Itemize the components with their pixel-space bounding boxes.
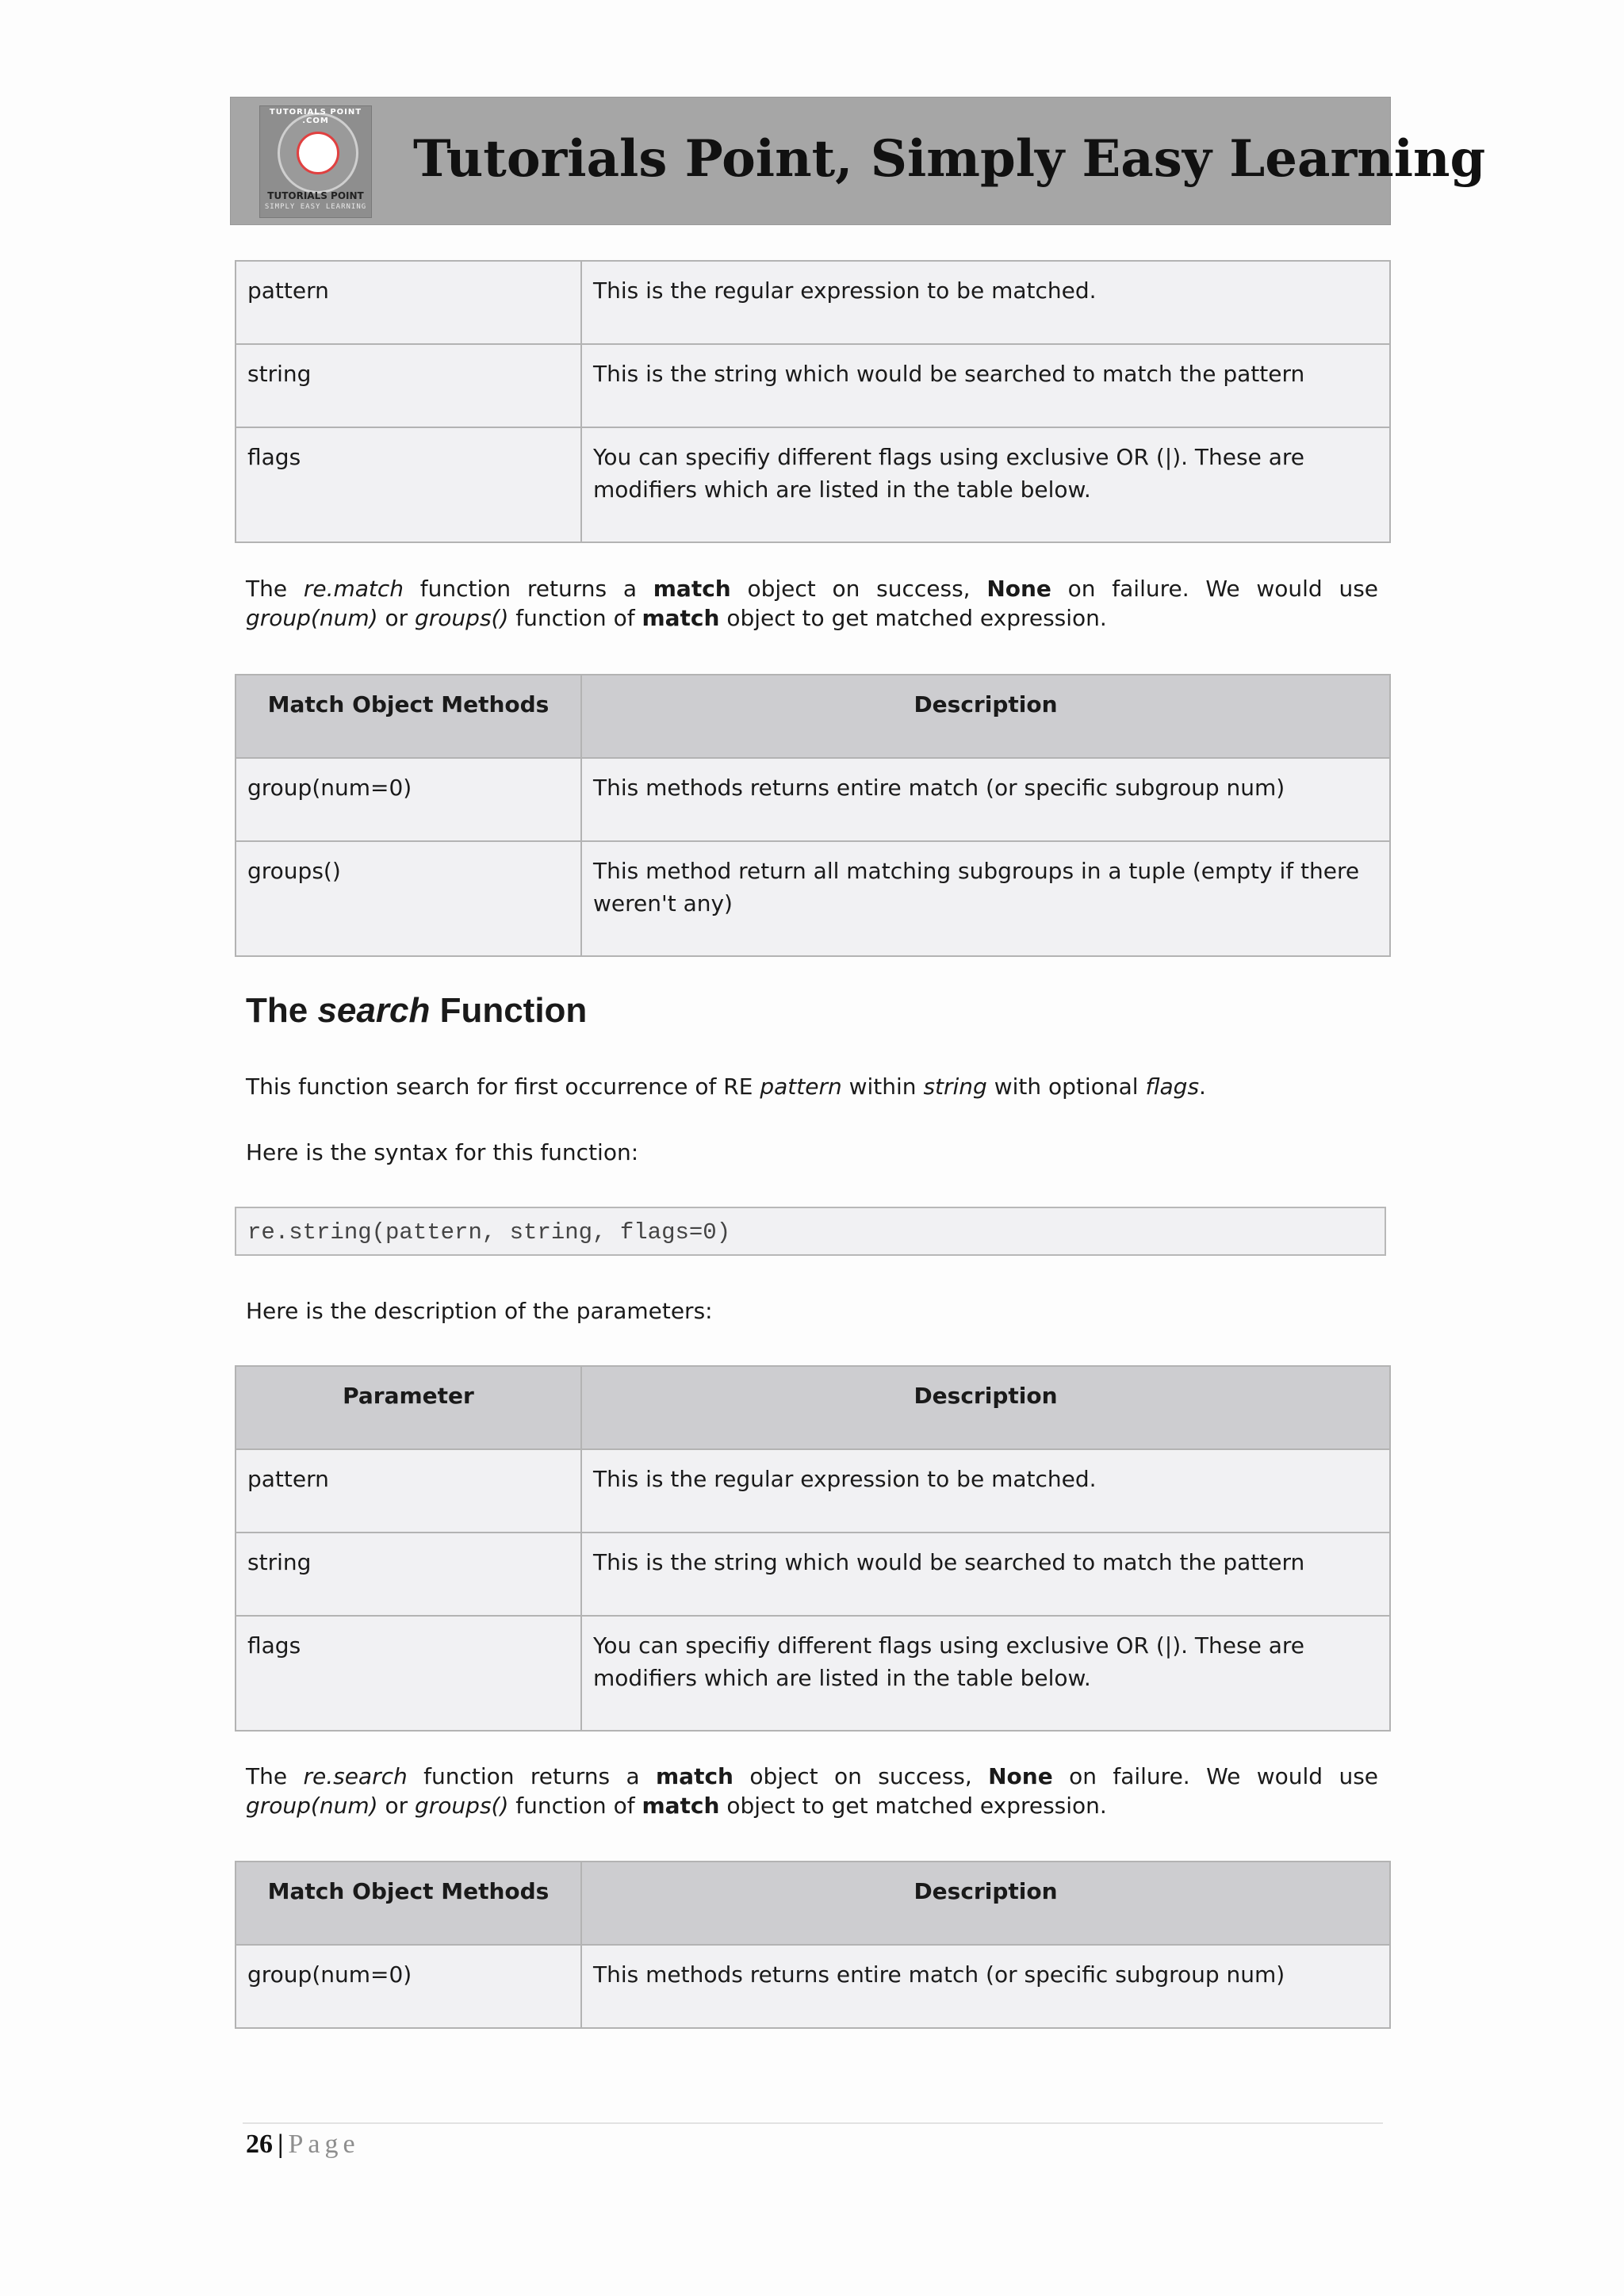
param-name: pattern xyxy=(236,261,581,344)
code-term: group(num) xyxy=(246,1793,378,1819)
param-description: You can specifiy different flags using exclusive OR (|). These are modifiers which are listed in the table below. xyxy=(581,427,1390,542)
page-header xyxy=(230,97,1486,225)
table-header-row xyxy=(236,675,1390,758)
param-name: string xyxy=(236,344,581,427)
param-name: string xyxy=(236,1533,581,1616)
search-return-paragraph xyxy=(246,1762,1378,1820)
method-description: This methods returns entire match (or specific subgroup num) xyxy=(581,1945,1390,2028)
params-lead: Here is the description of the parameters: xyxy=(246,1298,713,1324)
keyword: None xyxy=(986,576,1051,602)
tutorials-point-logo xyxy=(259,105,372,218)
code-term: pattern xyxy=(760,1073,842,1100)
table-row xyxy=(236,427,1390,542)
method-name: group(num=0) xyxy=(236,1945,581,2028)
parameters-table-search xyxy=(235,1365,1391,1732)
text: This function search for first occurrence of RE xyxy=(246,1073,760,1100)
method-name: group(num=0) xyxy=(236,758,581,841)
column-header: Match Object Methods xyxy=(236,675,581,758)
text: within xyxy=(841,1073,924,1100)
code-term: groups() xyxy=(415,605,509,631)
keyword: match xyxy=(642,1793,720,1819)
keyword: None xyxy=(988,1763,1053,1789)
code-term: string xyxy=(923,1073,987,1100)
page-label: Page xyxy=(288,2130,360,2159)
text: or xyxy=(377,1793,416,1819)
heading-text: The xyxy=(246,991,318,1030)
column-header: Description xyxy=(581,675,1390,758)
logo-arc-text: TUTORIALS POINT .COM xyxy=(269,108,362,125)
param-description: This is the regular expression to be matched. xyxy=(581,261,1390,344)
syntax-code-block: re.string(pattern, string, flags=0) xyxy=(235,1207,1386,1256)
code-term: re.match xyxy=(303,576,404,602)
table-row xyxy=(236,261,1390,344)
page-number: 26 xyxy=(246,2130,273,2159)
match-return-paragraph xyxy=(246,574,1378,633)
code-term: group(num) xyxy=(246,605,378,631)
text: The xyxy=(246,1763,304,1789)
heading-emphasis: search xyxy=(317,991,431,1030)
param-name: pattern xyxy=(236,1449,581,1533)
match-object-methods-table xyxy=(235,674,1391,957)
param-description: You can specifiy different flags using exclusive OR (|). These are modifiers which are listed in the table below. xyxy=(581,1616,1390,1731)
footer-divider xyxy=(243,2122,1383,2124)
text: The xyxy=(246,576,304,602)
text: . xyxy=(1199,1073,1206,1100)
text: function of xyxy=(508,605,642,631)
parameters-table-match xyxy=(235,260,1391,543)
syntax-lead: Here is the syntax for this function: xyxy=(246,1139,639,1165)
search-intro xyxy=(246,1073,1206,1100)
text: function returns a xyxy=(407,1763,656,1789)
text: on failure. We would use xyxy=(1051,576,1379,602)
text: with optional xyxy=(986,1073,1146,1100)
param-description: This is the regular expression to be matched. xyxy=(581,1449,1390,1533)
table-row xyxy=(236,1616,1390,1731)
table-header-row xyxy=(236,1862,1390,1945)
column-header: Description xyxy=(581,1366,1390,1449)
text: object on success, xyxy=(733,1763,989,1789)
footer-separator: | xyxy=(278,2130,284,2159)
param-name: flags xyxy=(236,1616,581,1731)
table-row xyxy=(236,344,1390,427)
method-description: This method return all matching subgroups in a tuple (empty if there weren't any) xyxy=(581,841,1390,956)
page-footer xyxy=(246,2130,360,2160)
logo-name: TUTORIALS POINT xyxy=(267,190,364,201)
param-description: This is the string which would be searched to match the pattern xyxy=(581,344,1390,427)
match-object-methods-table-search xyxy=(235,1861,1391,2029)
code-term: flags xyxy=(1145,1073,1200,1100)
text: or xyxy=(377,605,416,631)
logo-disc-icon xyxy=(297,132,339,174)
table-row xyxy=(236,758,1390,841)
method-description: This methods returns entire match (or specific subgroup num) xyxy=(581,758,1390,841)
param-description: This is the string which would be searched to match the pattern xyxy=(581,1533,1390,1616)
keyword: match xyxy=(653,576,731,602)
column-header: Parameter xyxy=(236,1366,581,1449)
logo-tagline: SIMPLY EASY LEARNING xyxy=(264,203,367,211)
table-header-row xyxy=(236,1366,1390,1449)
code-term: groups() xyxy=(415,1793,509,1819)
table-row xyxy=(236,1533,1390,1616)
table-row xyxy=(236,841,1390,956)
method-name: groups() xyxy=(236,841,581,956)
text: function of xyxy=(508,1793,642,1819)
text: object on success, xyxy=(730,576,987,602)
section-heading xyxy=(246,991,587,1031)
heading-text: Function xyxy=(430,991,588,1030)
keyword: match xyxy=(642,605,720,631)
table-row xyxy=(236,1449,1390,1533)
text: object to get matched expression. xyxy=(719,1793,1107,1819)
text: function returns a xyxy=(404,576,653,602)
code-term: re.search xyxy=(303,1763,408,1789)
header-title: Tutorials Point, Simply Easy Learning xyxy=(413,129,1486,189)
column-header: Match Object Methods xyxy=(236,1862,581,1945)
text: object to get matched expression. xyxy=(719,605,1107,631)
keyword: match xyxy=(656,1763,733,1789)
param-name: flags xyxy=(236,427,581,542)
table-row xyxy=(236,1945,1390,2028)
text: on failure. We would use xyxy=(1052,1763,1379,1789)
column-header: Description xyxy=(581,1862,1390,1945)
